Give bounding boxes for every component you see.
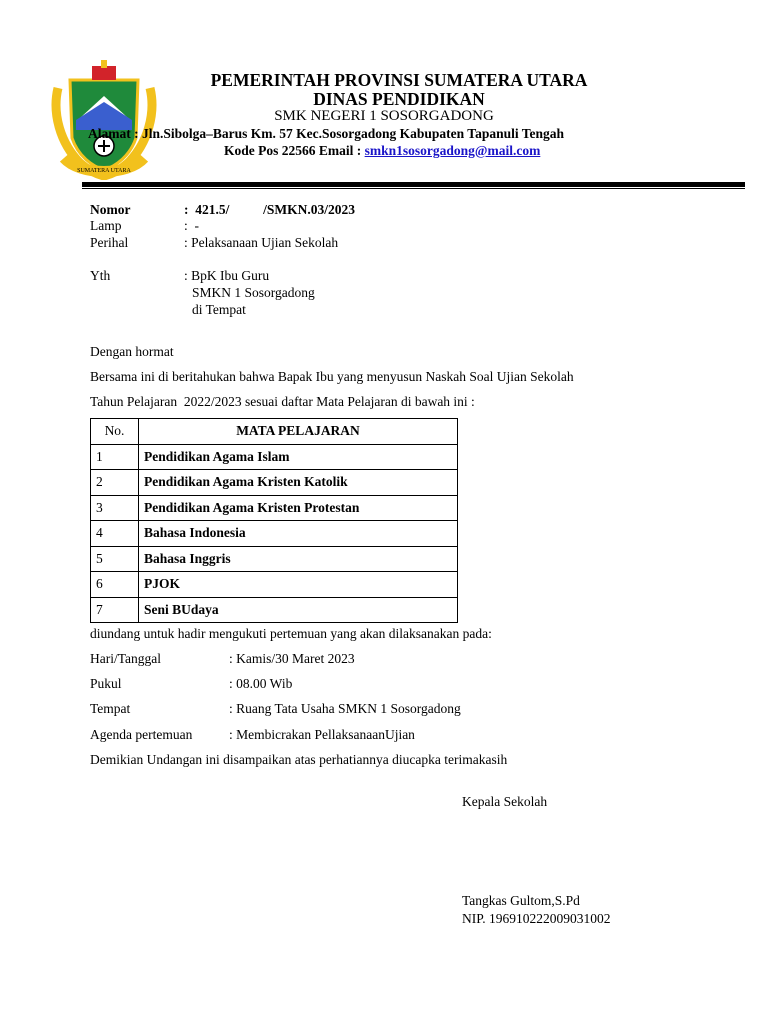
row-subject: Bahasa Indonesia	[139, 521, 458, 547]
letterhead-postal-email	[224, 143, 540, 159]
lamp-value: : -	[184, 218, 199, 233]
row-number: 6	[91, 572, 139, 598]
agenda-value: : Membicrakan PellaksanaanUjian	[229, 727, 415, 742]
signature-name: Tangkas Gultom,S.Pd	[462, 893, 580, 908]
letterhead-address	[88, 126, 564, 142]
yth-line1: : BpK Ibu Guru	[184, 268, 270, 283]
row-number: 5	[91, 546, 139, 572]
date-value: : Kamis/30 Maret 2023	[229, 651, 355, 666]
row-number: 2	[91, 470, 139, 496]
subject-table	[90, 418, 458, 623]
nomor-label: Nomor	[90, 202, 131, 217]
perihal-label: Perihal	[90, 235, 129, 250]
greeting: Dengan hormat	[90, 344, 174, 359]
svg-text:SUMATERA UTARA: SUMATERA UTARA	[77, 168, 131, 174]
table-row	[91, 597, 458, 623]
yth-label: Yth	[90, 268, 111, 283]
lamp-label: Lamp	[90, 218, 122, 233]
nomor-value: : 421.5/ /SMKN.03/2023	[184, 202, 355, 217]
row-subject: PJOK	[139, 572, 458, 598]
agenda-label: Agenda pertemuan	[90, 727, 193, 742]
yth-line2: SMKN 1 Sosorgadong	[192, 285, 315, 300]
letterhead-agency: DINAS PENDIDIKAN	[313, 89, 485, 109]
row-number: 3	[91, 495, 139, 521]
table-row	[91, 470, 458, 496]
invitation-text: diundang untuk hadir mengukuti pertemuan yang akan dilaksanakan pada:	[90, 626, 492, 641]
table-row	[91, 521, 458, 547]
row-subject: Pendidikan Agama Islam	[139, 444, 458, 470]
table-header-row	[91, 419, 458, 445]
row-subject: Seni BUdaya	[139, 597, 458, 623]
row-subject: Pendidikan Agama Kristen Katolik	[139, 470, 458, 496]
place-label: Tempat	[90, 701, 131, 716]
paragraph-1: Bersama ini di beritahukan bahwa Bapak Ibu yang menyusun Naskah Soal Ujian Sekolah	[90, 369, 574, 384]
table-row	[91, 546, 458, 572]
time-value: : 08.00 Wib	[229, 676, 293, 691]
row-number: 7	[91, 597, 139, 623]
email-link[interactable]: smkn1sosorgadong@mail.com	[364, 143, 541, 158]
signature-title: Kepala Sekolah	[462, 794, 548, 809]
column-header-subject: MATA PELAJARAN	[139, 419, 458, 445]
yth-line3: di Tempat	[192, 302, 246, 317]
letterhead-province: PEMERINTAH PROVINSI SUMATERA UTARA	[210, 70, 588, 90]
date-label: Hari/Tanggal	[90, 651, 162, 666]
closing-text: Demikian Undangan ini disampaikan atas perhatiannya diucapka terimakasih	[90, 752, 508, 767]
header-divider	[82, 182, 745, 187]
paragraph-2: Tahun Pelajaran 2022/2023 sesuai daftar Mata Pelajaran di bawah ini :	[90, 394, 475, 409]
row-subject: Bahasa Inggris	[139, 546, 458, 572]
address-text: Jln.Sibolga–Barus Km. 57 Kec.Sosorgadong Kabupaten Tapanuli Tengah	[138, 126, 565, 141]
table-row	[91, 495, 458, 521]
postal-text: Kode Pos 22566 Email :	[224, 143, 365, 158]
address-label: Alamat :	[88, 126, 139, 141]
row-subject: Pendidikan Agama Kristen Protestan	[139, 495, 458, 521]
perihal-value: : Pelaksanaan Ujian Sekolah	[184, 235, 339, 250]
time-label: Pukul	[90, 676, 122, 691]
header-divider-thin	[82, 188, 745, 189]
row-number: 1	[91, 444, 139, 470]
letterhead-school: SMK NEGERI 1 SOSORGADONG	[274, 108, 494, 124]
signature-nip: NIP. 196910222009031002	[462, 911, 611, 926]
column-header-no: No.	[91, 419, 139, 445]
table-row	[91, 444, 458, 470]
table-row	[91, 572, 458, 598]
place-value: : Ruang Tata Usaha SMKN 1 Sosorgadong	[229, 701, 461, 716]
row-number: 4	[91, 521, 139, 547]
